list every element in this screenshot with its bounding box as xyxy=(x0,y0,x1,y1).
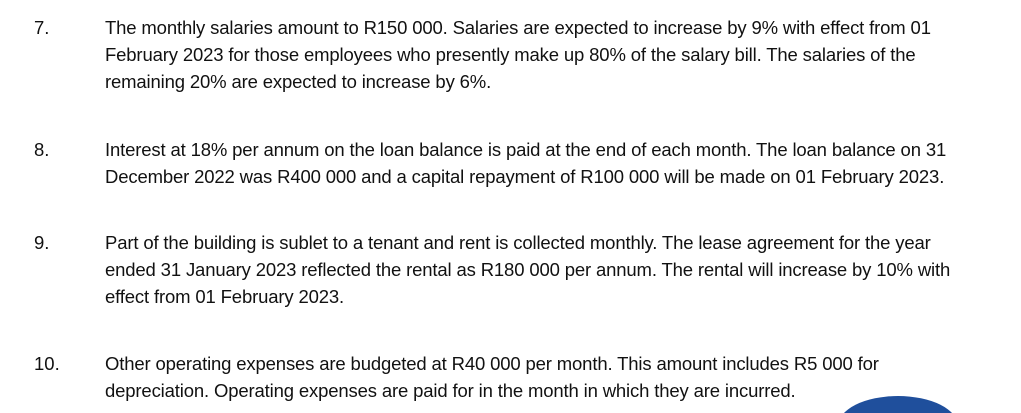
item-number: 7. xyxy=(34,17,50,38)
text-line: effect from 01 February 2023. xyxy=(105,286,345,307)
text-line: depreciation. Operating expenses are paid for in the month in which they are incurred. xyxy=(105,380,796,401)
text-line: February 2023 for those employees who presently make up 80% of the salary bill. The salaries of the xyxy=(105,44,916,65)
item-text xyxy=(105,136,985,190)
item-text xyxy=(105,350,985,404)
text-line: December 2022 was R400 000 and a capital repayment of R100 000 will be made on 01 February 2023. xyxy=(105,166,945,187)
text-line: Other operating expenses are budgeted at R40 000 per month. This amount includes R5 000 for xyxy=(105,353,879,374)
text-line: The monthly salaries amount to R150 000. Salaries are expected to increase by 9% with effect from 01 xyxy=(105,17,931,38)
text-line: Interest at 18% per annum on the loan balance is paid at the end of each month. The loan balance on 31 xyxy=(105,139,947,160)
item-text xyxy=(105,229,985,310)
item-number: 10. xyxy=(34,353,60,374)
item-number: 9. xyxy=(34,232,50,253)
text-line: Part of the building is sublet to a tenant and rent is collected monthly. The lease agreement for the year xyxy=(105,232,931,253)
item-text xyxy=(105,14,985,95)
text-line: ended 31 January 2023 reflected the rental as R180 000 per annum. The rental will increase by 10% with xyxy=(105,259,951,280)
text-line: remaining 20% are expected to increase by 6%. xyxy=(105,71,492,92)
item-number: 8. xyxy=(34,139,50,160)
